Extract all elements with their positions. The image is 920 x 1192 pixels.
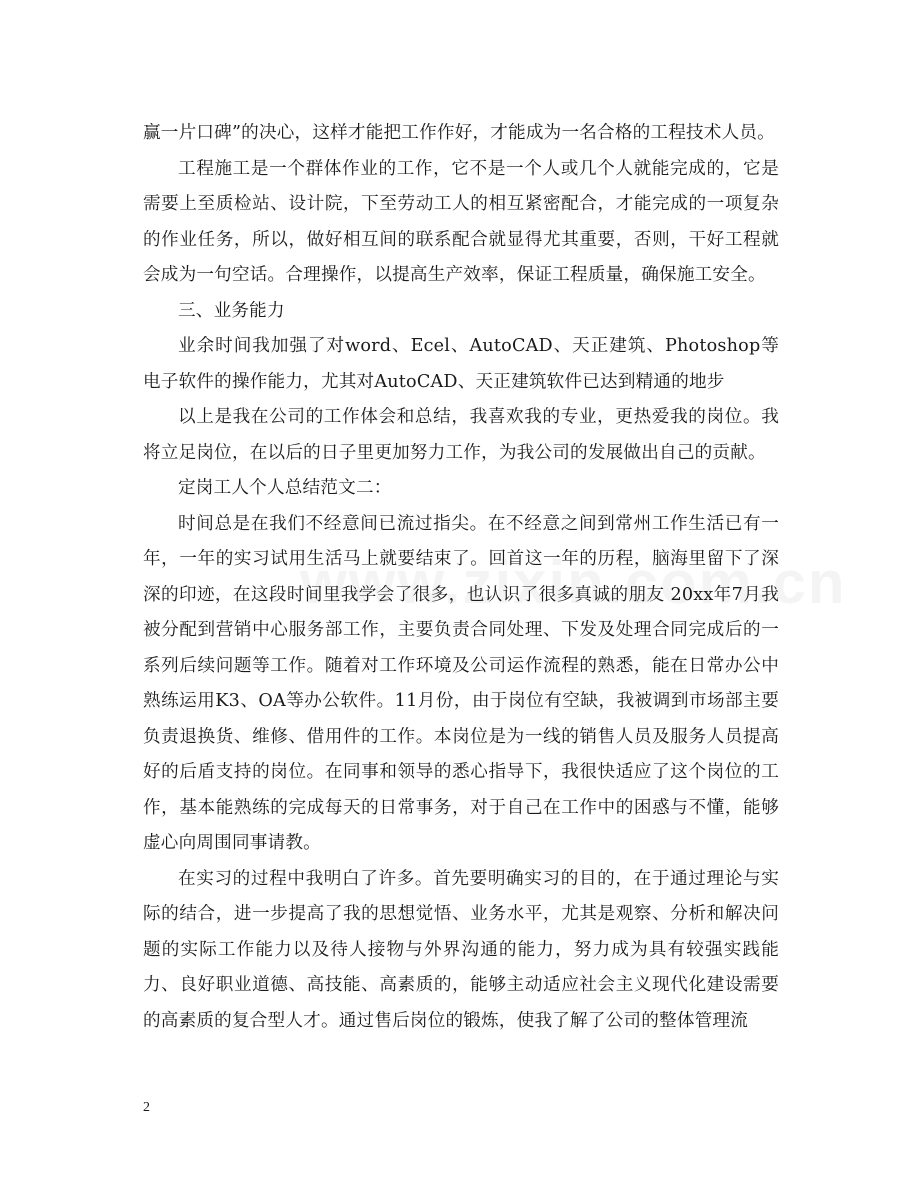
paragraph-4: 以上是我在公司的工作体会和总结，我喜欢我的专业，更热爱我的岗位。我将立足岗位，在以后的日子里更加努力工作，为我公司的发展做出自己的贡献。 [143,407,779,463]
paragraph-2: 工程施工是一个群体作业的工作，它不是一个人或几个人就能完成的，它是需要上至质检站、设计院，下至劳动工人的相互紧密配合，才能完成的一项复杂的作业任务，所以，做好相互间的联系配合就显得尤其重要，否则，干好工程就会成为一句空话。合理操作，以提高生产效率，保证工程质量，确保施工安全。 [143,158,779,285]
page-number: 2 [143,1100,150,1115]
paragraph-3: 业余时间我加强了对word、Ecel、AutoCAD、天正建筑、Photoshop等电子软件的操作能力，尤其对AutoCAD、天正建筑软件已达到精通的地步 [143,336,779,392]
subtitle: 定岗工人个人总结范文二： [178,478,392,498]
paragraph-5: 时间总是在我们不经意间已流过指尖。在不经意之间到常州工作生活已有一年，一年的实习试用生活马上就要结束了。回首这一年的历程，脑海里留下了深深的印迹，在这段时间里我学会了很多，也认识了很多真诚的朋友 20xx年7月我被分配到营销中心服务部工作，主要负责合同处理、下发及处理合同完成后的一系列后续问题等工作。随着对工作环境及公司运作流程的熟悉，能在日常办公中熟练运用K3、OA等办公软件。11月份，由于岗位有空缺，我被调到市场部主要负责退换货、维修、借用件的工作。本岗位是为一线的销售人员及服务人员提高好的后盾支持的岗位。在同事和领导的悉心指导下，我很快适应了这个岗位的工作，基本能熟练的完成每天的日常事务，对于自己在工作中的困惑与不懂，能够虚心向周围同事请教。 [143,513,779,853]
section-heading: 三、业务能力 [178,300,285,321]
paragraph-1: 赢一片口碑”的决心，这样才能把工作作好，才能成为一名合格的工程技术人员。 [143,123,775,143]
paragraph-6: 在实习的过程中我明白了许多。首先要明确实习的目的，在于通过理论与实际的结合，进一步提高了我的思想觉悟、业务水平，尤其是观察、分析和解决问题的实际工作能力以及待人接物与外界沟通的能力，努力成为具有较强实践能力、良好职业道德、高技能、高素质的，能够主动适应社会主义现代化建设需要的高素质的复合型人才。通过售后岗位的锻炼，使我了解了公司的整体管理流 [143,868,779,1031]
document-body [143,116,779,1039]
